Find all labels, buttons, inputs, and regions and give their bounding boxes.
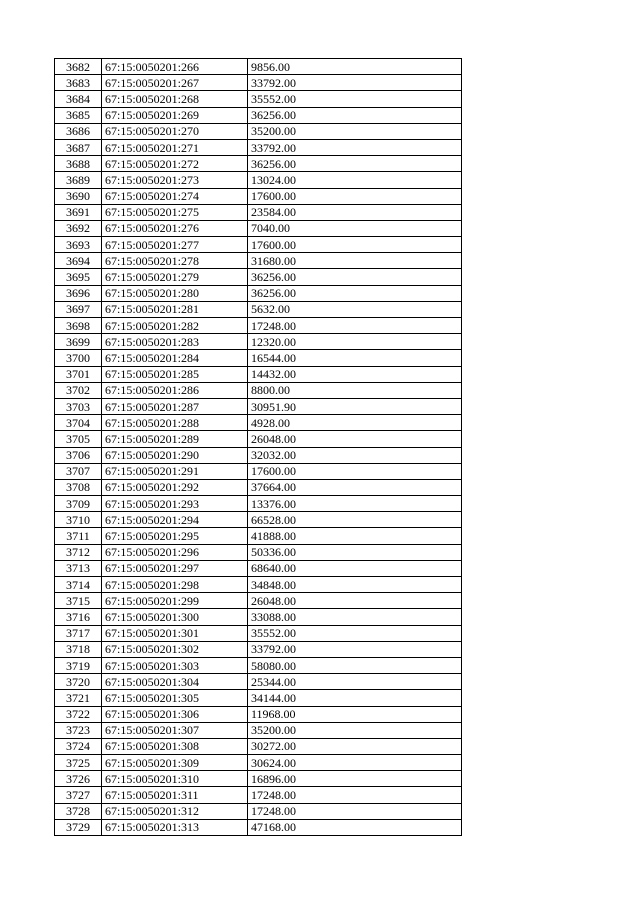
table-row <box>55 75 462 91</box>
row-number-cell: 3686 <box>55 123 102 139</box>
value-cell: 33792.00 <box>248 75 462 91</box>
row-number-cell: 3687 <box>55 139 102 155</box>
cadastral-number-cell: 67:15:0050201:304 <box>102 674 248 690</box>
row-number-cell: 3693 <box>55 237 102 253</box>
table-row <box>55 447 462 463</box>
cadastral-number-cell: 67:15:0050201:292 <box>102 479 248 495</box>
value-cell: 30272.00 <box>248 738 462 754</box>
table-row <box>55 350 462 366</box>
row-number-cell: 3704 <box>55 415 102 431</box>
value-cell: 4928.00 <box>248 415 462 431</box>
cadastral-number-cell: 67:15:0050201:280 <box>102 285 248 301</box>
table-row <box>55 560 462 576</box>
cadastral-number-cell: 67:15:0050201:299 <box>102 593 248 609</box>
table-row <box>55 528 462 544</box>
row-number-cell: 3694 <box>55 253 102 269</box>
table-row <box>55 577 462 593</box>
row-number-cell: 3695 <box>55 269 102 285</box>
table-row <box>55 139 462 155</box>
value-cell: 17248.00 <box>248 787 462 803</box>
row-number-cell: 3708 <box>55 479 102 495</box>
table-row <box>55 706 462 722</box>
table-row <box>55 269 462 285</box>
row-number-cell: 3724 <box>55 738 102 754</box>
row-number-cell: 3717 <box>55 625 102 641</box>
value-cell: 26048.00 <box>248 593 462 609</box>
cadastral-number-cell: 67:15:0050201:291 <box>102 463 248 479</box>
value-cell: 33088.00 <box>248 609 462 625</box>
row-number-cell: 3683 <box>55 75 102 91</box>
row-number-cell: 3696 <box>55 285 102 301</box>
value-cell: 34848.00 <box>248 577 462 593</box>
value-cell: 35200.00 <box>248 722 462 738</box>
cadastral-number-cell: 67:15:0050201:295 <box>102 528 248 544</box>
cadastral-number-cell: 67:15:0050201:285 <box>102 366 248 382</box>
row-number-cell: 3725 <box>55 755 102 771</box>
value-cell: 36256.00 <box>248 156 462 172</box>
table-row <box>55 431 462 447</box>
cadastral-number-cell: 67:15:0050201:290 <box>102 447 248 463</box>
row-number-cell: 3718 <box>55 641 102 657</box>
value-cell: 12320.00 <box>248 334 462 350</box>
value-cell: 36256.00 <box>248 269 462 285</box>
cadastral-number-cell: 67:15:0050201:274 <box>102 188 248 204</box>
table-body <box>55 59 462 836</box>
table-row <box>55 334 462 350</box>
table-row <box>55 204 462 220</box>
table-row <box>55 415 462 431</box>
value-cell: 23584.00 <box>248 204 462 220</box>
cadastral-number-cell: 67:15:0050201:268 <box>102 91 248 107</box>
value-cell: 14432.00 <box>248 366 462 382</box>
row-number-cell: 3707 <box>55 463 102 479</box>
value-cell: 9856.00 <box>248 59 462 75</box>
table-row <box>55 479 462 495</box>
row-number-cell: 3712 <box>55 544 102 560</box>
table-row <box>55 496 462 512</box>
row-number-cell: 3701 <box>55 366 102 382</box>
table-row <box>55 819 462 835</box>
table-row <box>55 220 462 236</box>
value-cell: 7040.00 <box>248 220 462 236</box>
table-row <box>55 107 462 123</box>
cadastral-number-cell: 67:15:0050201:289 <box>102 431 248 447</box>
value-cell: 13024.00 <box>248 172 462 188</box>
table-row <box>55 463 462 479</box>
value-cell: 41888.00 <box>248 528 462 544</box>
row-number-cell: 3692 <box>55 220 102 236</box>
cadastral-number-cell: 67:15:0050201:286 <box>102 382 248 398</box>
cadastral-number-cell: 67:15:0050201:279 <box>102 269 248 285</box>
row-number-cell: 3716 <box>55 609 102 625</box>
table-row <box>55 641 462 657</box>
cadastral-number-cell: 67:15:0050201:293 <box>102 496 248 512</box>
table-row <box>55 237 462 253</box>
value-cell: 17248.00 <box>248 803 462 819</box>
value-cell: 33792.00 <box>248 139 462 155</box>
cadastral-number-cell: 67:15:0050201:276 <box>102 220 248 236</box>
cadastral-number-cell: 67:15:0050201:266 <box>102 59 248 75</box>
value-cell: 30624.00 <box>248 755 462 771</box>
cadastral-number-cell: 67:15:0050201:311 <box>102 787 248 803</box>
table-row <box>55 593 462 609</box>
value-cell: 17600.00 <box>248 463 462 479</box>
row-number-cell: 3720 <box>55 674 102 690</box>
row-number-cell: 3713 <box>55 560 102 576</box>
value-cell: 35200.00 <box>248 123 462 139</box>
cadastral-number-cell: 67:15:0050201:282 <box>102 318 248 334</box>
cadastral-number-cell: 67:15:0050201:312 <box>102 803 248 819</box>
value-cell: 68640.00 <box>248 560 462 576</box>
table-row <box>55 512 462 528</box>
cadastral-number-cell: 67:15:0050201:303 <box>102 657 248 673</box>
value-cell: 58080.00 <box>248 657 462 673</box>
row-number-cell: 3685 <box>55 107 102 123</box>
cadastral-number-cell: 67:15:0050201:283 <box>102 334 248 350</box>
cadastral-number-cell: 67:15:0050201:278 <box>102 253 248 269</box>
row-number-cell: 3700 <box>55 350 102 366</box>
cadastral-number-cell: 67:15:0050201:296 <box>102 544 248 560</box>
row-number-cell: 3682 <box>55 59 102 75</box>
cadastral-number-cell: 67:15:0050201:288 <box>102 415 248 431</box>
row-number-cell: 3689 <box>55 172 102 188</box>
table-row <box>55 59 462 75</box>
table-row <box>55 544 462 560</box>
row-number-cell: 3690 <box>55 188 102 204</box>
value-cell: 36256.00 <box>248 285 462 301</box>
cadastral-number-cell: 67:15:0050201:300 <box>102 609 248 625</box>
value-cell: 35552.00 <box>248 625 462 641</box>
value-cell: 31680.00 <box>248 253 462 269</box>
cadastral-number-cell: 67:15:0050201:281 <box>102 301 248 317</box>
value-cell: 33792.00 <box>248 641 462 657</box>
table-row <box>55 803 462 819</box>
value-cell: 66528.00 <box>248 512 462 528</box>
cadastral-number-cell: 67:15:0050201:273 <box>102 172 248 188</box>
cadastral-number-cell: 67:15:0050201:272 <box>102 156 248 172</box>
row-number-cell: 3714 <box>55 577 102 593</box>
value-cell: 13376.00 <box>248 496 462 512</box>
row-number-cell: 3703 <box>55 398 102 414</box>
cadastral-number-cell: 67:15:0050201:287 <box>102 398 248 414</box>
table-row <box>55 156 462 172</box>
table-row <box>55 285 462 301</box>
value-cell: 36256.00 <box>248 107 462 123</box>
row-number-cell: 3697 <box>55 301 102 317</box>
cadastral-number-cell: 67:15:0050201:309 <box>102 755 248 771</box>
cadastral-number-cell: 67:15:0050201:271 <box>102 139 248 155</box>
value-cell: 47168.00 <box>248 819 462 835</box>
table-row <box>55 382 462 398</box>
cadastral-number-cell: 67:15:0050201:313 <box>102 819 248 835</box>
row-number-cell: 3729 <box>55 819 102 835</box>
value-cell: 35552.00 <box>248 91 462 107</box>
row-number-cell: 3706 <box>55 447 102 463</box>
row-number-cell: 3702 <box>55 382 102 398</box>
table-row <box>55 787 462 803</box>
row-number-cell: 3726 <box>55 771 102 787</box>
row-number-cell: 3684 <box>55 91 102 107</box>
value-cell: 25344.00 <box>248 674 462 690</box>
row-number-cell: 3722 <box>55 706 102 722</box>
table-row <box>55 738 462 754</box>
row-number-cell: 3715 <box>55 593 102 609</box>
cadastral-number-cell: 67:15:0050201:308 <box>102 738 248 754</box>
cadastral-number-cell: 67:15:0050201:306 <box>102 706 248 722</box>
value-cell: 11968.00 <box>248 706 462 722</box>
cadastral-number-cell: 67:15:0050201:269 <box>102 107 248 123</box>
table-row <box>55 625 462 641</box>
cadastral-number-cell: 67:15:0050201:307 <box>102 722 248 738</box>
row-number-cell: 3723 <box>55 722 102 738</box>
value-cell: 17248.00 <box>248 318 462 334</box>
value-cell: 37664.00 <box>248 479 462 495</box>
value-cell: 32032.00 <box>248 447 462 463</box>
table-row <box>55 253 462 269</box>
table-row <box>55 91 462 107</box>
row-number-cell: 3705 <box>55 431 102 447</box>
row-number-cell: 3719 <box>55 657 102 673</box>
table-row <box>55 172 462 188</box>
cadastral-number-cell: 67:15:0050201:294 <box>102 512 248 528</box>
cadastral-table <box>54 58 462 836</box>
table-row <box>55 771 462 787</box>
table-row <box>55 755 462 771</box>
cadastral-number-cell: 67:15:0050201:284 <box>102 350 248 366</box>
row-number-cell: 3709 <box>55 496 102 512</box>
table-row <box>55 188 462 204</box>
row-number-cell: 3711 <box>55 528 102 544</box>
cadastral-number-cell: 67:15:0050201:297 <box>102 560 248 576</box>
table-row <box>55 690 462 706</box>
cadastral-number-cell: 67:15:0050201:275 <box>102 204 248 220</box>
row-number-cell: 3699 <box>55 334 102 350</box>
cadastral-number-cell: 67:15:0050201:301 <box>102 625 248 641</box>
value-cell: 26048.00 <box>248 431 462 447</box>
row-number-cell: 3728 <box>55 803 102 819</box>
value-cell: 50336.00 <box>248 544 462 560</box>
value-cell: 16896.00 <box>248 771 462 787</box>
table-row <box>55 318 462 334</box>
table-row <box>55 398 462 414</box>
table-row <box>55 301 462 317</box>
table-row <box>55 657 462 673</box>
value-cell: 34144.00 <box>248 690 462 706</box>
row-number-cell: 3688 <box>55 156 102 172</box>
table-row <box>55 609 462 625</box>
value-cell: 30951.90 <box>248 398 462 414</box>
table-row <box>55 123 462 139</box>
cadastral-number-cell: 67:15:0050201:305 <box>102 690 248 706</box>
cadastral-number-cell: 67:15:0050201:277 <box>102 237 248 253</box>
cadastral-number-cell: 67:15:0050201:298 <box>102 577 248 593</box>
value-cell: 17600.00 <box>248 188 462 204</box>
row-number-cell: 3710 <box>55 512 102 528</box>
value-cell: 5632.00 <box>248 301 462 317</box>
value-cell: 17600.00 <box>248 237 462 253</box>
table-row <box>55 722 462 738</box>
table-row <box>55 366 462 382</box>
cadastral-number-cell: 67:15:0050201:267 <box>102 75 248 91</box>
cadastral-number-cell: 67:15:0050201:310 <box>102 771 248 787</box>
row-number-cell: 3691 <box>55 204 102 220</box>
cadastral-number-cell: 67:15:0050201:270 <box>102 123 248 139</box>
table-row <box>55 674 462 690</box>
row-number-cell: 3698 <box>55 318 102 334</box>
cadastral-number-cell: 67:15:0050201:302 <box>102 641 248 657</box>
row-number-cell: 3727 <box>55 787 102 803</box>
row-number-cell: 3721 <box>55 690 102 706</box>
value-cell: 16544.00 <box>248 350 462 366</box>
value-cell: 8800.00 <box>248 382 462 398</box>
